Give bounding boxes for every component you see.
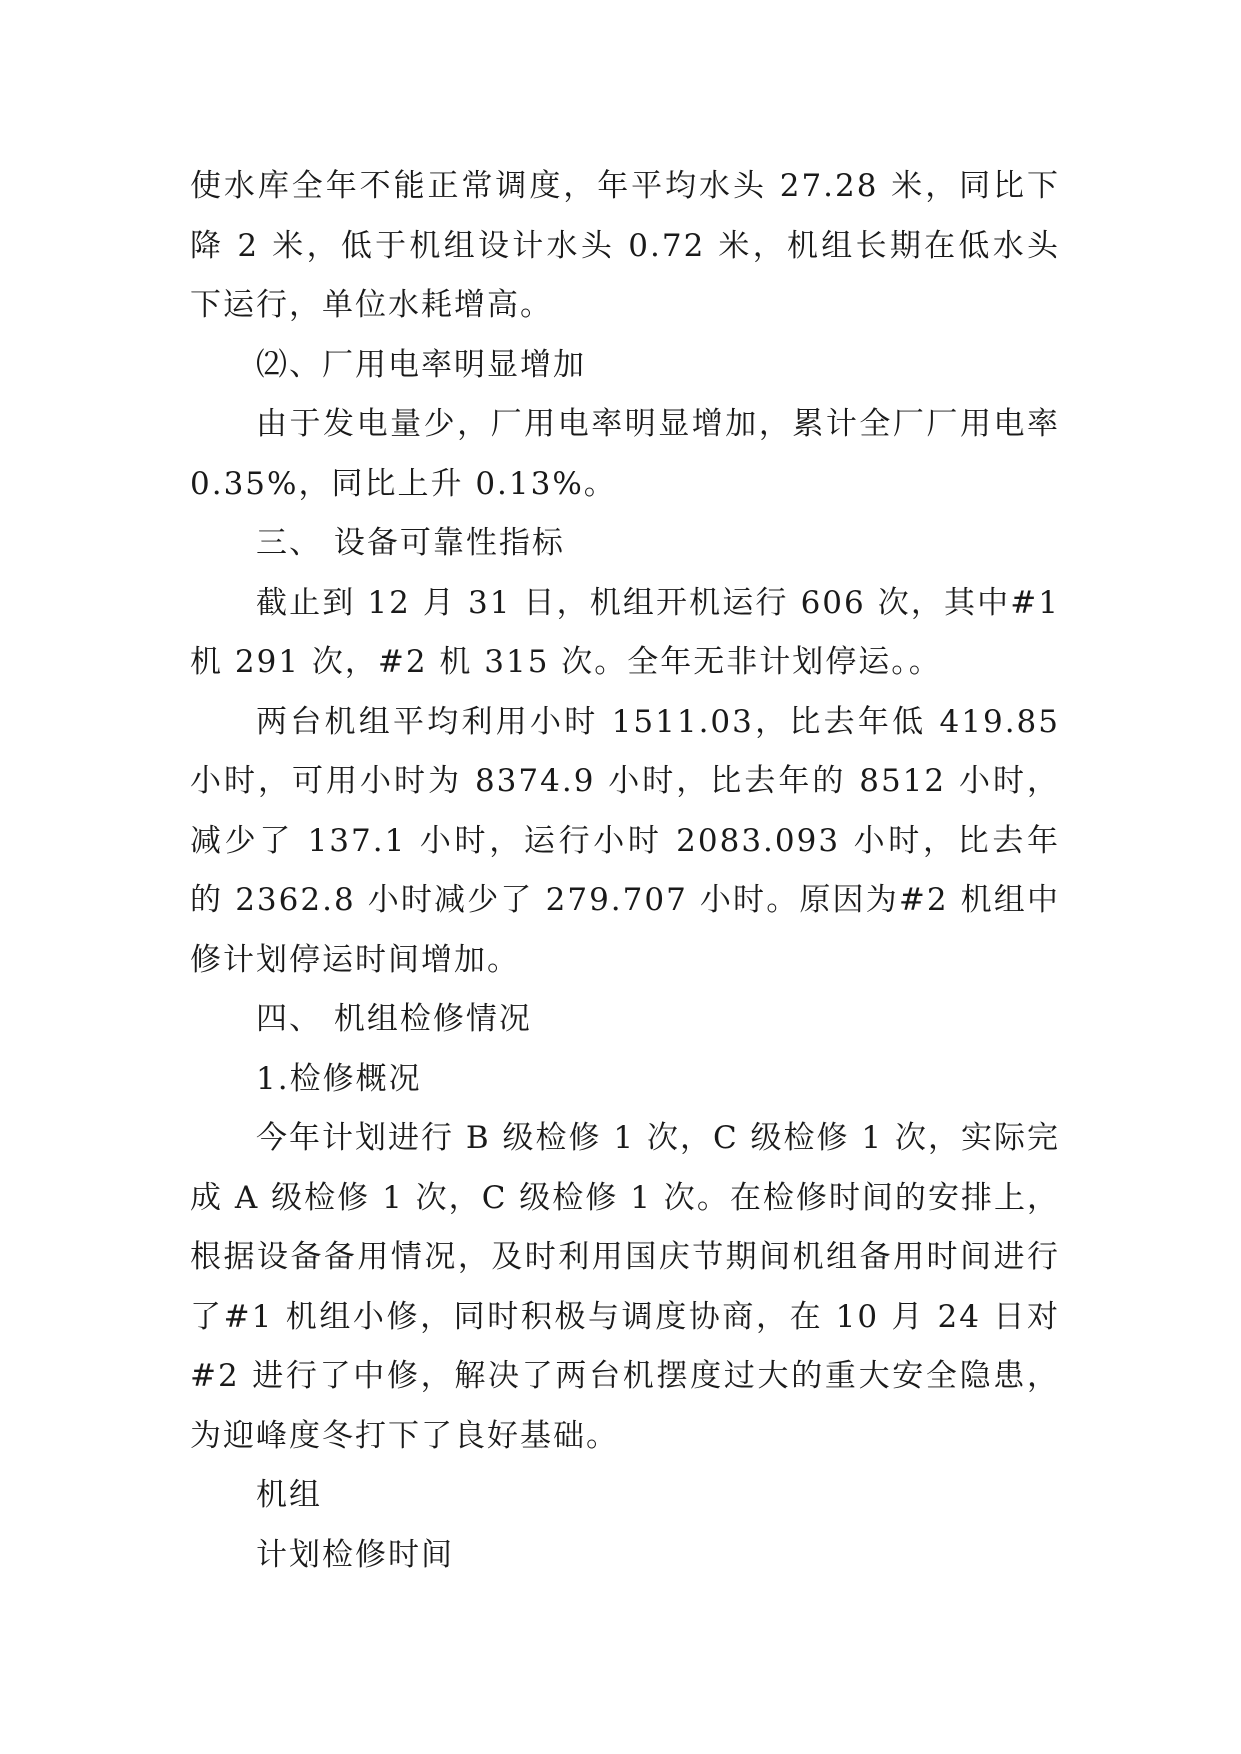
paragraph-maintenance-overview: 今年计划进行 B 级检修 1 次，C 级检修 1 次，实际完成 A 级检修 1 次，C 级检修 1 次。在检修时间的安排上，根据设备备用情况，及时利用国庆节期间机组备用时间进行了#1 机组小修，同时积极与调度协商，在 10 月 24 日对#2 进行了中修，解决了两台机摆度过大的重大安全隐患，为迎峰度冬打下了良好基础。	[190, 1120, 1060, 1454]
heading-unit-maintenance: 四、 机组检修情况	[256, 1001, 532, 1037]
table-label-planned-maintenance-time: 计划检修时间	[256, 1536, 454, 1573]
heading-maintenance-overview: 1.检修概况	[256, 1060, 422, 1097]
document-body	[190, 157, 1060, 1585]
paragraph-reservoir-head: 使水库全年不能正常调度，年平均水头 27.28 米，同比下降 2 米，低于机组设计水头 0.72 米，机组长期在低水头下运行，单位水耗增高。	[190, 168, 1060, 323]
paragraph-station-power-rate: 由于发电量少，厂用电率明显增加，累计全厂厂用电率0.35%，同比上升 0.13%。	[190, 406, 1060, 502]
heading-equipment-reliability: 三、 设备可靠性指标	[256, 525, 565, 561]
heading-station-power-rate: ⑵、厂用电率明显增加	[256, 346, 586, 383]
paragraph-utilization-hours: 两台机组平均利用小时 1511.03，比去年低 419.85 小时，可用小时为 8374.9 小时，比去年的 8512 小时，减少了 137.1 小时，运行小时 2083.093 小时，比去年的 2362.8 小时减少了 279.707 小时。原因为#2 机组中修计划停运时间增加。	[190, 703, 1060, 978]
paragraph-unit-starts: 截止到 12 月 31 日，机组开机运行 606 次，其中#1 机 291 次，#2 机 315 次。全年无非计划停运。。	[190, 584, 1060, 680]
table-label-unit: 机组	[256, 1477, 322, 1513]
